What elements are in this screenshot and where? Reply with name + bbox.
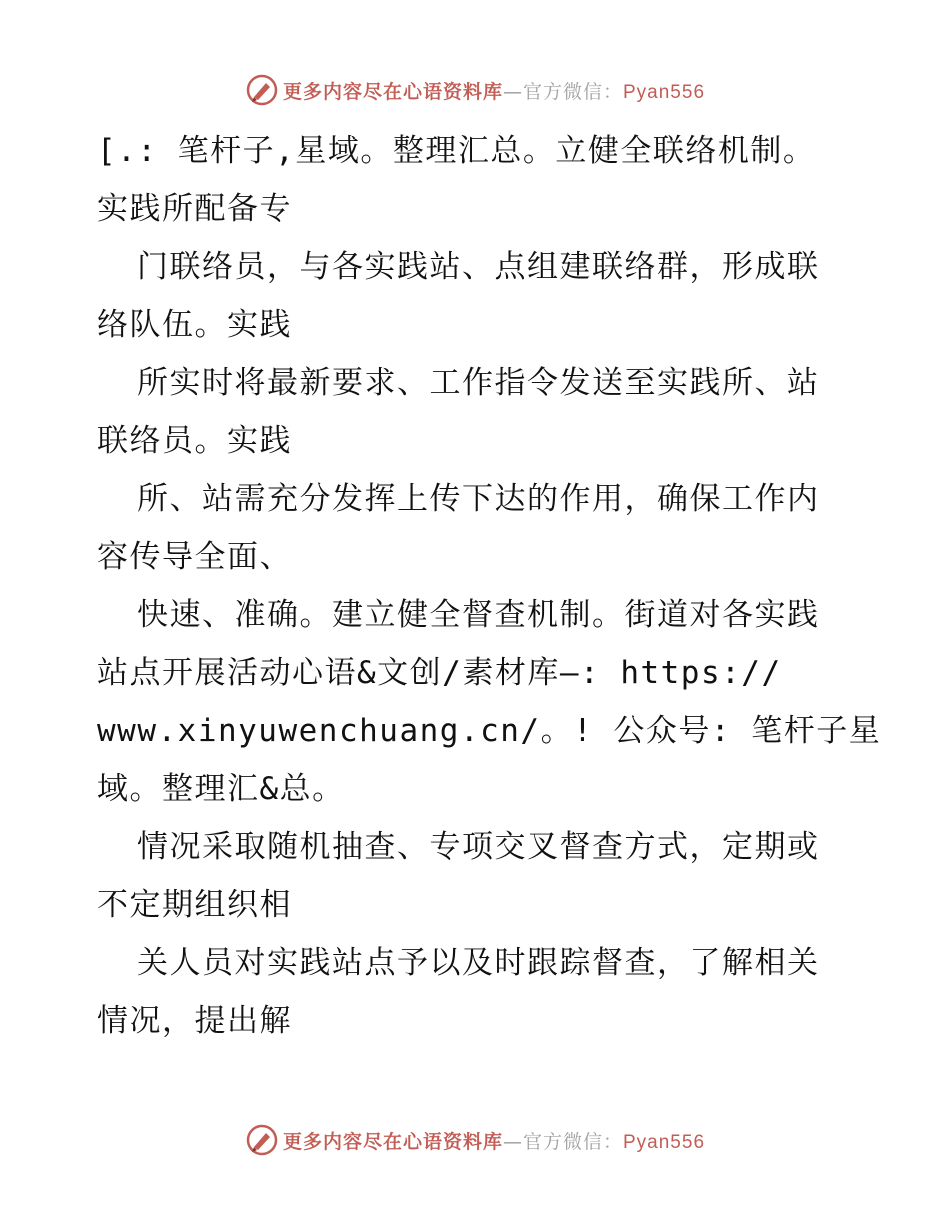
watermark-brand: 更多内容尽在心语资料库 bbox=[282, 80, 503, 103]
watermark-brand: 更多内容尽在心语资料库 bbox=[282, 1130, 503, 1153]
text-line: 域。整理汇&总。 bbox=[97, 771, 345, 807]
text-line: 站点开展活动心语&文创/素材库—: https:// bbox=[97, 655, 782, 691]
footer-watermark bbox=[0, 1120, 950, 1160]
text-line: 门联络员，与各实践站、点组建联络群，形成联 bbox=[137, 249, 820, 285]
watermark-wechat-label: 官方微信： bbox=[522, 80, 623, 103]
watermark-separator: — bbox=[502, 1130, 523, 1153]
text-line: 所实时将最新要求、工作指令发送至实践所、站 bbox=[137, 365, 820, 401]
text-line: [.: 笔杆子,星域。整理汇总。立健全联络机制。 bbox=[97, 133, 816, 169]
text-line: 情况采取随机抽查、专项交叉督查方式，定期或 bbox=[137, 829, 820, 865]
header-watermark bbox=[0, 70, 950, 110]
watermark-text bbox=[283, 1127, 705, 1154]
text-line: 络队伍。实践 bbox=[97, 307, 292, 343]
text-line: 情况，提出解 bbox=[97, 1003, 292, 1039]
watermark-wechat-label: 官方微信： bbox=[522, 1130, 623, 1153]
document-body bbox=[97, 122, 882, 1050]
watermark-separator: — bbox=[502, 80, 523, 103]
text-line: 容传导全面、 bbox=[97, 539, 292, 575]
watermark-wechat-id: Pyan556 bbox=[623, 81, 706, 103]
text-line: 关人员对实践站点予以及时跟踪督查，了解相关 bbox=[137, 945, 820, 981]
watermark-text bbox=[283, 77, 705, 104]
watermark-wechat-id: Pyan556 bbox=[623, 1131, 706, 1153]
text-line: 实践所配备专 bbox=[97, 191, 292, 227]
text-line: www.xinyuwenchuang.cn/。! 公众号: 笔杆子星 bbox=[97, 713, 882, 749]
text-line: 所、站需充分发挥上传下达的作用，确保工作内 bbox=[137, 481, 820, 517]
text-line: 不定期组织相 bbox=[97, 887, 292, 923]
pen-logo-icon bbox=[245, 1123, 279, 1157]
text-line: 联络员。实践 bbox=[97, 423, 292, 459]
text-line: 快速、准确。建立健全督查机制。街道对各实践 bbox=[137, 597, 820, 633]
pen-logo-icon bbox=[245, 73, 279, 107]
